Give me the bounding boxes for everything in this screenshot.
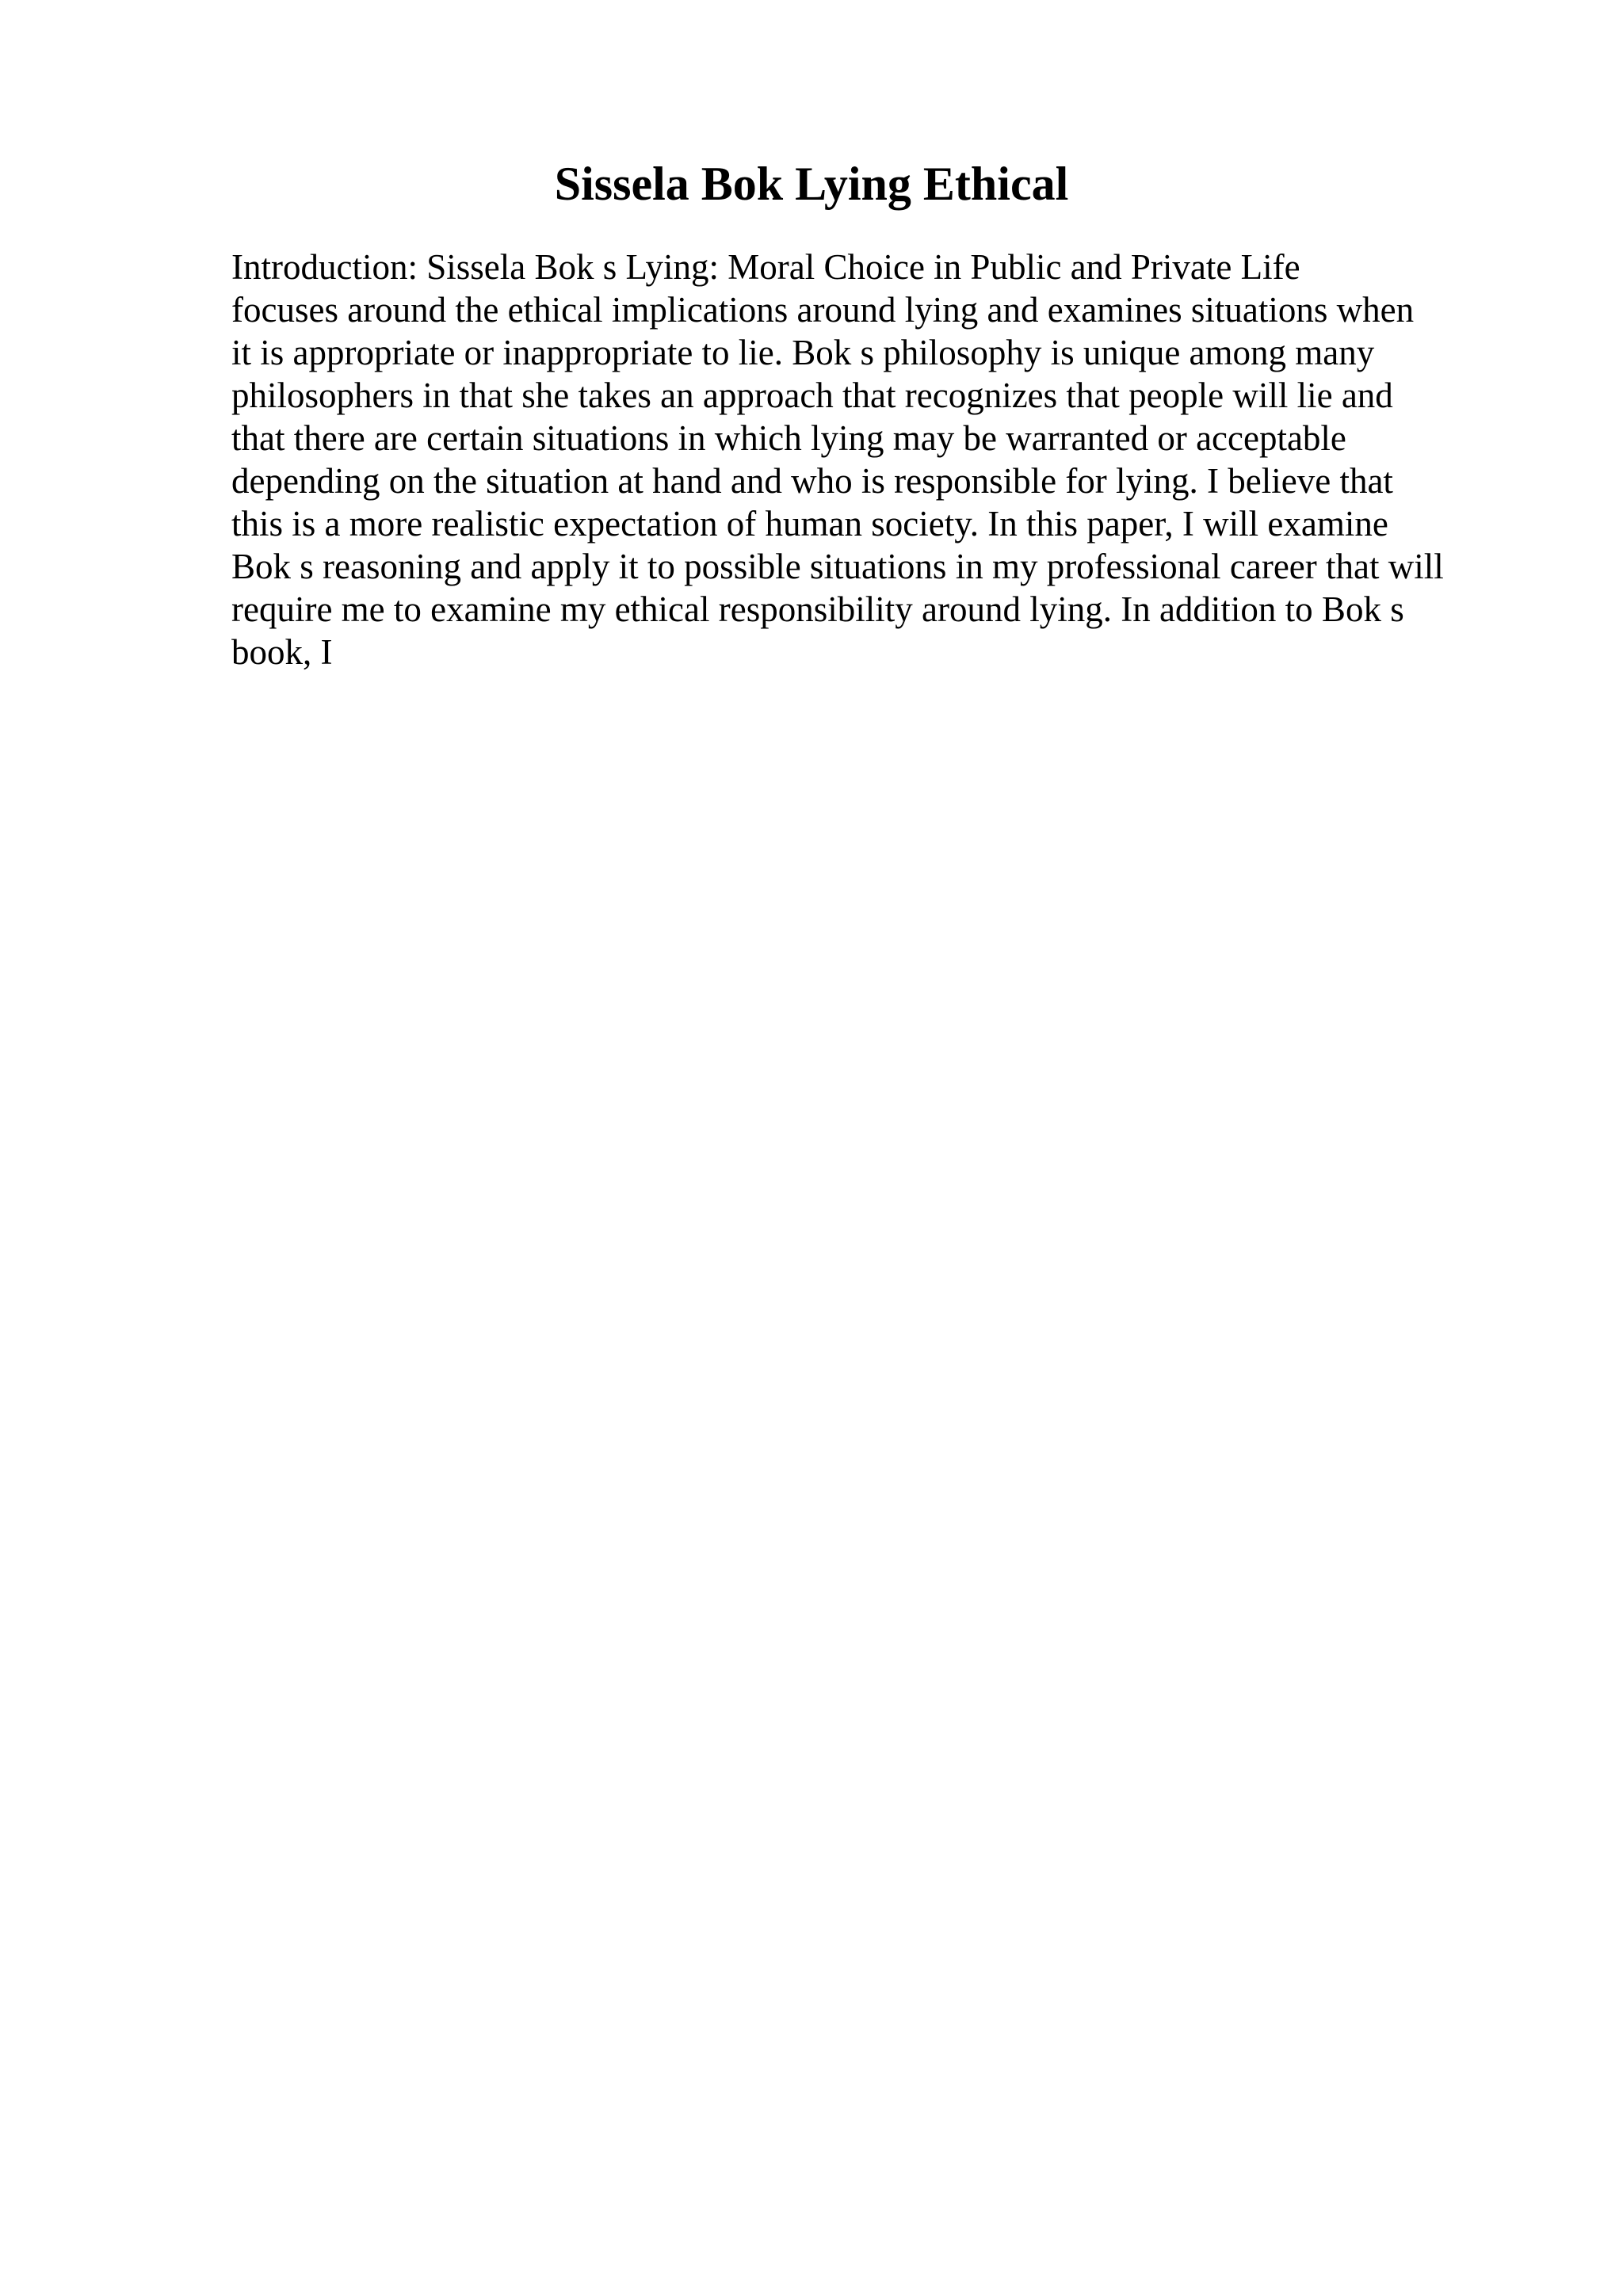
- body-line: it is appropriate or inappropriate to lie. Bok s philosophy is unique among many: [231, 333, 1375, 372]
- body-line: that there are certain situations in which lying may be warranted or acceptable: [231, 418, 1346, 458]
- body-line: focuses around the ethical implications around lying and examines situations when: [231, 290, 1415, 330]
- body-line: Introduction: Sissela Bok s Lying: Moral Choice in Public and Private Life: [231, 247, 1300, 287]
- body-line: depending on the situation at hand and who is responsible for lying. I believe that: [231, 461, 1393, 501]
- body-line: require me to examine my ethical responsibility around lying. In addition to Bok s: [231, 589, 1404, 629]
- body-line: book, I: [231, 632, 333, 672]
- body-line: philosophers in that she takes an approach that recognizes that people will lie and: [231, 376, 1393, 415]
- document-body: [231, 246, 1515, 673]
- document-title: Sissela Bok Lying Ethical: [554, 158, 1069, 210]
- body-line: this is a more realistic expectation of human society. In this paper, I will examine: [231, 504, 1388, 543]
- body-line: Bok s reasoning and apply it to possible situations in my professional career that will: [231, 547, 1444, 586]
